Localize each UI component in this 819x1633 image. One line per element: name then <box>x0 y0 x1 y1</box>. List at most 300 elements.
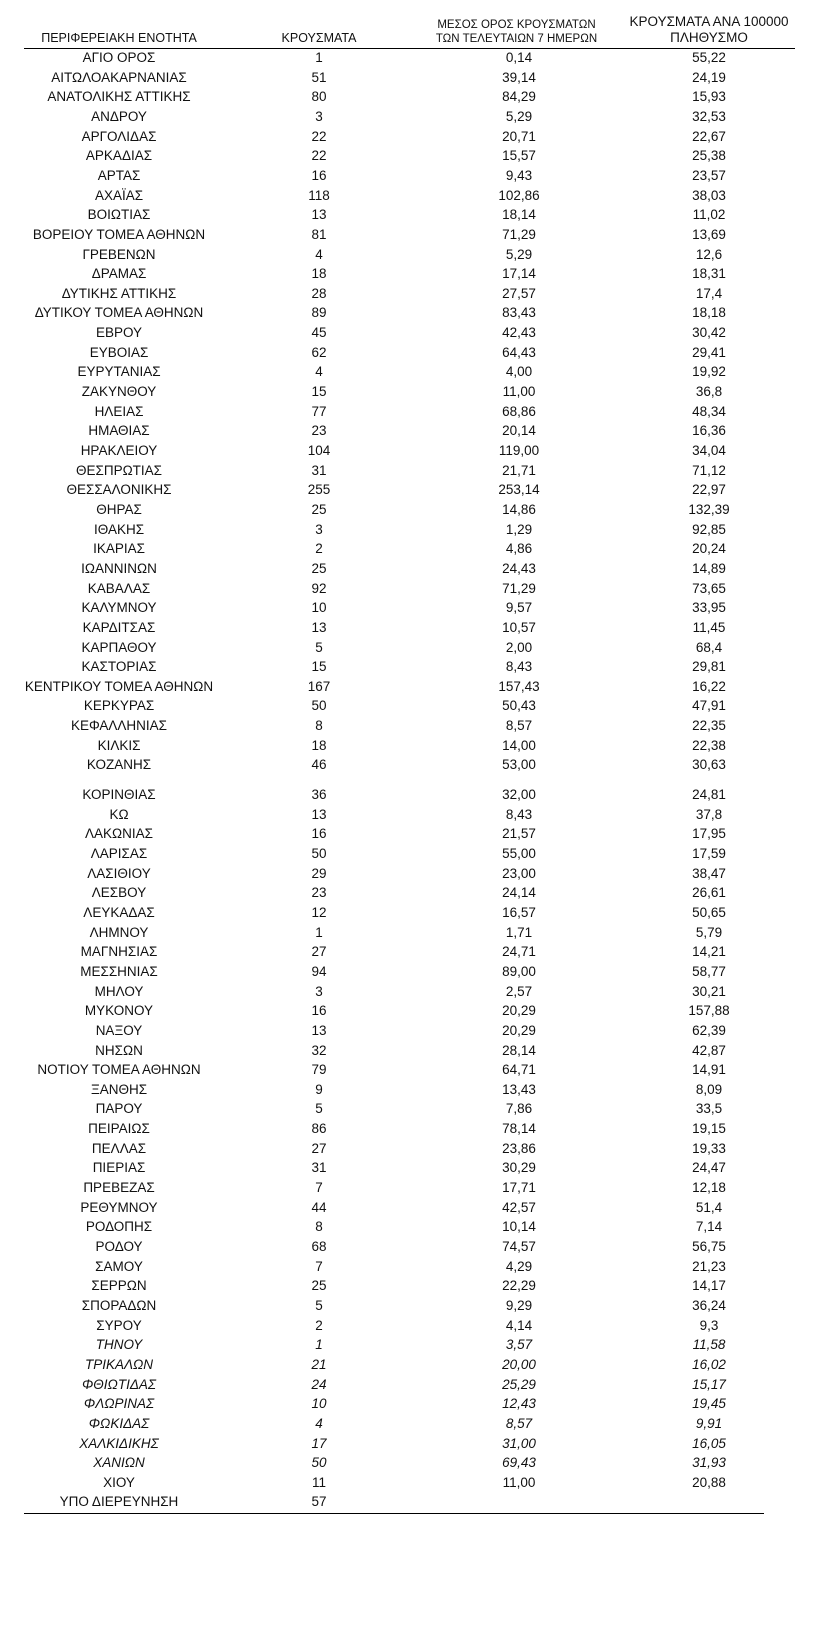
per100k-cell: 19,33 <box>692 1140 726 1156</box>
avg7-cell: 4,00 <box>505 364 533 380</box>
avg7-cell: 4,86 <box>505 541 533 557</box>
cases-cell: 13 <box>311 806 327 822</box>
avg7-cell: 253,14 <box>498 482 540 498</box>
regional-unit-cell: ΜΥΚΟΝΟΥ <box>84 1003 154 1019</box>
cases-cell: 36 <box>311 787 327 803</box>
cases-cell: 94 <box>311 963 327 979</box>
header-regional-unit: ΠΕΡΙΦΕΡΕΙΑΚΗ ΕΝΟΤΗΤΑ <box>41 31 197 45</box>
cases-cell: 51 <box>311 69 327 85</box>
table-row <box>24 824 795 844</box>
table-row <box>24 186 795 206</box>
table-row <box>24 923 795 943</box>
cases-cell: 23 <box>311 885 327 901</box>
cases-cell: 1 <box>315 1337 323 1353</box>
regional-unit-cell: ΡΟΔΟΠΗΣ <box>85 1219 153 1235</box>
regional-unit-cell: ΗΡΑΚΛΕΙΟΥ <box>80 443 158 458</box>
table-row <box>24 559 795 579</box>
cases-cell: 9 <box>315 1081 323 1097</box>
table-row <box>24 146 795 166</box>
table-row <box>24 942 795 962</box>
cases-cell: 16 <box>311 826 327 842</box>
per100k-cell: 16,05 <box>692 1435 726 1451</box>
cases-cell: 68 <box>311 1239 327 1254</box>
per100k-cell: 18,31 <box>692 266 726 282</box>
regional-unit-cell: ΣΑΜΟΥ <box>95 1258 143 1274</box>
table-row <box>24 107 795 127</box>
per100k-cell: 22,35 <box>692 718 726 734</box>
cases-cell: 27 <box>311 1140 327 1156</box>
regional-unit-cell: ΑΓΙΟ ΟΡΟΣ <box>82 50 156 65</box>
cases-cell: 5 <box>315 1101 323 1117</box>
per100k-cell: 29,81 <box>692 659 726 675</box>
cases-cell: 8 <box>315 1219 323 1235</box>
avg7-cell: 89,00 <box>502 963 536 979</box>
table-row <box>24 1434 795 1454</box>
regional-unit-cell: ΓΡΕΒΕΝΩΝ <box>82 246 156 262</box>
avg7-cell: 78,14 <box>502 1121 536 1137</box>
avg7-cell: 8,57 <box>505 1415 533 1431</box>
table-row <box>24 1198 795 1218</box>
cases-cell: 13 <box>311 207 327 223</box>
avg7-cell: 10,57 <box>502 619 536 635</box>
cases-cell: 3 <box>315 108 323 124</box>
cases-cell: 89 <box>311 305 327 321</box>
avg7-cell: 7,86 <box>505 1101 533 1117</box>
per100k-cell: 31,93 <box>692 1455 726 1471</box>
avg7-cell: 20,29 <box>502 1022 536 1038</box>
table-row <box>24 1217 795 1237</box>
regional-unit-cell: ΛΕΣΒΟΥ <box>91 885 147 901</box>
avg7-cell: 12,43 <box>502 1396 536 1412</box>
cases-cell: 81 <box>311 226 327 242</box>
regional-unit-cell: ΑΡΓΟΛΙΔΑΣ <box>81 128 157 144</box>
table-row <box>24 864 795 884</box>
avg7-cell: 17,71 <box>502 1180 536 1196</box>
per100k-cell: 12,6 <box>695 246 723 262</box>
per100k-cell: 42,87 <box>692 1042 726 1058</box>
per100k-cell: 14,91 <box>692 1062 726 1078</box>
cases-cell: 12 <box>311 904 327 920</box>
avg7-cell: 71,29 <box>502 580 536 596</box>
table-row <box>24 225 795 245</box>
cases-cell: 4 <box>315 246 323 262</box>
table-bottom-rule <box>24 1513 764 1514</box>
per100k-cell: 50,65 <box>692 904 726 920</box>
avg7-cell: 20,00 <box>502 1356 536 1372</box>
cases-cell: 1 <box>315 924 323 940</box>
regional-unit-cell: ΚΑΛΥΜΝΟΥ <box>81 600 157 616</box>
cases-cell: 8 <box>315 718 323 734</box>
regional-unit-cell: ΚΑΣΤΟΡΙΑΣ <box>81 659 157 675</box>
cases-cell: 2 <box>315 541 323 557</box>
regional-unit-cell: ΚΙΛΚΙΣ <box>97 737 141 753</box>
per100k-cell: 29,41 <box>692 344 726 360</box>
avg7-cell: 3,57 <box>505 1337 533 1353</box>
regional-unit-cell: ΙΘΑΚΗΣ <box>93 521 145 537</box>
avg7-cell: 8,57 <box>505 718 533 734</box>
table-row <box>24 805 795 825</box>
regional-unit-cell: ΜΗΛΟΥ <box>94 983 144 999</box>
table-row <box>24 696 795 716</box>
per100k-cell: 71,12 <box>692 462 726 478</box>
table-row <box>24 1080 795 1100</box>
per100k-cell: 68,4 <box>695 639 723 655</box>
table-row <box>24 1237 795 1257</box>
regional-unit-cell: ΙΚΑΡΙΑΣ <box>93 541 145 557</box>
table-row <box>24 68 795 88</box>
cases-cell: 18 <box>311 737 327 753</box>
per100k-cell: 37,8 <box>695 806 723 822</box>
per100k-cell: 26,61 <box>692 885 726 901</box>
table-row <box>24 844 795 864</box>
avg7-cell: 39,14 <box>502 69 536 85</box>
per100k-cell: 30,21 <box>692 983 726 999</box>
table-row <box>24 1041 795 1061</box>
table-row <box>24 264 795 284</box>
table-row <box>24 1473 795 1493</box>
regional-unit-cell: ΚΕΝΤΡΙΚΟΥ ΤΟΜΕΑ ΑΘΗΝΩΝ <box>24 678 214 694</box>
regional-unit-cell: ΚΑΡΠΑΘΟΥ <box>81 639 157 655</box>
avg7-cell: 4,29 <box>505 1258 533 1274</box>
table-row <box>24 461 795 481</box>
regional-unit-cell: ΛΑΡΙΣΑΣ <box>90 846 148 861</box>
per100k-cell: 16,22 <box>692 678 726 694</box>
avg7-cell: 69,43 <box>502 1455 536 1471</box>
table-header <box>24 8 795 49</box>
cases-cell: 15 <box>311 659 327 675</box>
regional-unit-cell: ΙΩΑΝΝΙΝΩΝ <box>81 560 157 576</box>
table-row <box>24 520 795 540</box>
cases-cell: 13 <box>311 619 327 635</box>
regional-unit-cell: ΚΕΦΑΛΛΗΝΙΑΣ <box>70 718 168 734</box>
cases-cell: 62 <box>311 344 327 360</box>
avg7-cell: 64,71 <box>502 1062 536 1078</box>
regional-unit-cell: ΗΜΑΘΙΑΣ <box>88 423 150 439</box>
avg7-cell: 31,00 <box>502 1435 536 1451</box>
cases-cell: 21 <box>311 1356 327 1372</box>
avg7-cell: 4,14 <box>505 1317 533 1333</box>
cases-cell: 27 <box>311 944 327 960</box>
cases-cell: 44 <box>311 1199 327 1215</box>
cases-cell: 118 <box>308 187 330 203</box>
per100k-cell: 11,58 <box>692 1337 726 1353</box>
cases-cell: 57 <box>311 1494 327 1510</box>
cases-cell: 10 <box>311 600 327 616</box>
regional-unit-cell: ΡΕΘΥΜΝΟΥ <box>80 1199 158 1215</box>
regional-unit-cell: ΕΒΡΟΥ <box>95 325 143 341</box>
regional-unit-cell: ΦΩΚΙΔΑΣ <box>88 1415 150 1431</box>
regional-unit-cell: ΦΘΙΩΤΙΔΑΣ <box>82 1376 156 1392</box>
table-row <box>24 1119 795 1139</box>
regional-unit-cell: ΤΗΝΟΥ <box>95 1337 143 1353</box>
per100k-cell: 9,3 <box>699 1317 719 1333</box>
table-row <box>24 1355 795 1375</box>
regional-unit-cell: ΠΡΕΒΕΖΑΣ <box>83 1180 155 1196</box>
avg7-cell: 2,57 <box>505 983 533 999</box>
avg7-cell: 21,71 <box>502 462 536 478</box>
table-row <box>24 205 795 225</box>
table-row <box>24 500 795 520</box>
table-row <box>24 677 795 697</box>
per100k-cell: 16,02 <box>692 1356 726 1372</box>
cases-cell: 46 <box>311 757 327 773</box>
regional-unit-cell: ΑΡΚΑΔΙΑΣ <box>85 148 153 164</box>
per100k-cell: 21,23 <box>692 1258 726 1274</box>
avg7-cell: 13,43 <box>502 1081 536 1097</box>
header-cases: ΚΡΟΥΣΜΑΤΑ <box>281 31 357 45</box>
per100k-cell: 55,22 <box>692 50 726 65</box>
cases-cell: 5 <box>315 639 323 655</box>
regional-unit-cell: ΑΧΑΪΑΣ <box>94 187 144 203</box>
regional-unit-cell: ΦΛΩΡΙΝΑΣ <box>83 1396 155 1412</box>
regional-unit-cell: ΘΕΣΠΡΩΤΙΑΣ <box>75 462 163 478</box>
avg7-cell: 119,00 <box>498 443 540 458</box>
table-row <box>24 1158 795 1178</box>
per100k-cell: 25,38 <box>692 148 726 164</box>
avg7-cell: 71,29 <box>502 226 536 242</box>
cases-cell: 50 <box>311 698 327 714</box>
per100k-cell: 14,21 <box>692 944 726 960</box>
cases-cell: 255 <box>307 482 331 498</box>
per100k-cell: 24,19 <box>692 69 726 85</box>
per100k-cell: 32,53 <box>692 108 726 124</box>
table-row <box>24 716 795 736</box>
avg7-cell: 5,29 <box>505 108 533 124</box>
table-row <box>24 303 795 323</box>
table-row <box>24 245 795 265</box>
cases-cell: 25 <box>311 501 327 517</box>
regional-unit-cell: ΤΡΙΚΑΛΩΝ <box>84 1356 154 1372</box>
cases-cell: 24 <box>311 1376 327 1392</box>
cases-cell: 31 <box>311 1160 327 1176</box>
table-row <box>24 1139 795 1159</box>
avg7-cell: 157,43 <box>498 678 540 694</box>
cases-table <box>24 8 795 1510</box>
regional-unit-cell: ΠΙΕΡΙΑΣ <box>92 1160 146 1176</box>
per100k-cell: 36,8 <box>695 384 723 400</box>
table-row <box>24 441 795 461</box>
per100k-cell: 11,45 <box>692 619 726 635</box>
table-row <box>24 343 795 363</box>
per100k-cell: 19,45 <box>692 1396 726 1412</box>
avg7-cell: 9,43 <box>505 167 533 183</box>
regional-unit-cell: ΚΟΖΑΝΗΣ <box>86 757 152 773</box>
regional-unit-cell: ΣΠΟΡΑΔΩΝ <box>81 1297 157 1313</box>
regional-unit-cell: ΠΕΛΛΑΣ <box>91 1140 147 1156</box>
per100k-cell: 24,47 <box>692 1160 726 1176</box>
regional-unit-cell: ΜΑΓΝΗΣΙΑΣ <box>80 944 158 960</box>
cases-cell: 23 <box>311 423 327 439</box>
regional-unit-cell: ΘΗΡΑΣ <box>96 501 142 517</box>
avg7-cell: 68,86 <box>502 403 536 419</box>
regional-unit-cell: ΜΕΣΣΗΝΙΑΣ <box>80 963 158 979</box>
regional-unit-cell: ΑΝΔΡΟΥ <box>91 108 147 124</box>
cases-cell: 80 <box>311 89 327 105</box>
table-row <box>24 127 795 147</box>
avg7-cell: 0,14 <box>505 50 533 65</box>
cases-cell: 45 <box>311 325 327 341</box>
per100k-cell: 132,39 <box>688 501 730 517</box>
table-row <box>24 166 795 186</box>
avg7-cell: 23,86 <box>502 1140 536 1156</box>
header-7day-average: ΜΕΣΟΣ ΟΡΟΣ ΚΡΟΥΣΜΑΤΩΝ ΤΩΝ ΤΕΛΕΥΤΑΙΩΝ 7 ΗΜΕΡΩΝ <box>435 19 598 45</box>
per100k-cell: 9,91 <box>695 1415 723 1431</box>
table-row <box>24 579 795 599</box>
per100k-cell: 58,77 <box>692 963 726 979</box>
per100k-cell: 23,57 <box>692 167 726 183</box>
per100k-cell: 13,69 <box>692 226 726 242</box>
regional-unit-cell: ΑΝΑΤΟΛΙΚΗΣ ΑΤΤΙΚΗΣ <box>47 89 191 105</box>
per100k-cell: 16,36 <box>692 423 726 439</box>
avg7-cell: 1,29 <box>505 521 533 537</box>
cases-cell: 50 <box>311 846 327 861</box>
cases-cell: 31 <box>311 462 327 478</box>
per100k-cell: 24,81 <box>692 787 726 803</box>
regional-unit-cell: ΑΙΤΩΛΟΑΚΑΡΝΑΝΙΑΣ <box>51 69 187 85</box>
cases-cell: 50 <box>311 1455 327 1471</box>
avg7-cell: 22,29 <box>502 1278 536 1294</box>
table-row <box>24 87 795 107</box>
per100k-cell: 20,88 <box>692 1474 726 1490</box>
per100k-cell: 62,39 <box>692 1022 726 1038</box>
table-row <box>24 1453 795 1473</box>
cases-cell: 4 <box>315 1415 323 1431</box>
cases-cell: 11 <box>311 1474 326 1490</box>
cases-cell: 104 <box>307 443 331 458</box>
per100k-cell: 36,24 <box>692 1297 726 1313</box>
table-row <box>24 480 795 500</box>
table-row <box>24 962 795 982</box>
regional-unit-cell: ΧΙΟΥ <box>103 1474 135 1490</box>
table-row <box>24 421 795 441</box>
per100k-cell: 22,38 <box>692 737 726 753</box>
regional-unit-cell: ΒΟΙΩΤΙΑΣ <box>87 207 151 223</box>
avg7-cell: 25,29 <box>502 1376 536 1392</box>
regional-unit-cell: ΔΡΑΜΑΣ <box>91 266 147 282</box>
regional-unit-cell: ΛΕΥΚΑΔΑΣ <box>83 904 155 920</box>
regional-unit-cell: ΗΛΕΙΑΣ <box>94 403 144 419</box>
cases-cell: 3 <box>315 983 323 999</box>
cases-cell: 17 <box>311 1435 327 1451</box>
cases-cell: 5 <box>315 1297 323 1313</box>
cases-cell: 7 <box>315 1258 323 1274</box>
per100k-cell: 30,42 <box>692 325 726 341</box>
table-row <box>24 638 795 658</box>
table-row <box>24 48 795 68</box>
table-row <box>24 1001 795 1021</box>
regional-unit-cell: ΖΑΚΥΝΘΟΥ <box>81 384 157 400</box>
per100k-cell: 48,34 <box>692 403 726 419</box>
regional-unit-cell: ΘΕΣΣΑΛΟΝΙΚΗΣ <box>66 482 172 498</box>
avg7-cell: 102,86 <box>498 187 540 203</box>
per100k-cell: 22,97 <box>692 482 726 498</box>
per100k-cell: 38,47 <box>692 865 726 881</box>
cases-cell: 7 <box>315 1180 323 1196</box>
table-row <box>24 1335 795 1355</box>
table-row <box>24 618 795 638</box>
table-row <box>24 1257 795 1277</box>
cases-cell: 92 <box>311 580 327 596</box>
cases-cell: 29 <box>311 865 327 881</box>
avg7-cell: 14,00 <box>502 737 536 753</box>
avg7-cell: 20,14 <box>502 423 536 439</box>
avg7-cell: 42,43 <box>502 325 536 341</box>
avg7-cell: 20,29 <box>502 1003 536 1019</box>
table-row <box>24 883 795 903</box>
per100k-cell: 15,17 <box>692 1376 726 1392</box>
table-row <box>24 382 795 402</box>
avg7-cell: 55,00 <box>502 846 536 861</box>
avg7-cell: 53,00 <box>502 757 536 773</box>
table-row <box>24 1375 795 1395</box>
avg7-cell: 84,29 <box>502 89 536 105</box>
regional-unit-cell: ΥΠΟ ΔΙΕΡΕΥΝΗΣΗ <box>59 1494 179 1510</box>
cases-cell: 16 <box>311 1003 327 1019</box>
regional-unit-cell: ΕΥΡΥΤΑΝΙΑΣ <box>77 364 161 380</box>
avg7-cell: 20,71 <box>502 128 536 144</box>
regional-unit-cell: ΝΑΞΟΥ <box>95 1022 143 1038</box>
per100k-cell: 73,65 <box>692 580 726 596</box>
cases-cell: 22 <box>311 128 327 144</box>
table-row <box>24 657 795 677</box>
avg7-cell: 9,29 <box>505 1297 533 1313</box>
per100k-cell: 19,92 <box>692 364 726 380</box>
per100k-cell: 33,95 <box>692 600 726 616</box>
avg7-cell: 1,71 <box>505 924 533 940</box>
avg7-cell: 9,57 <box>505 600 533 616</box>
regional-unit-cell: ΛΗΜΝΟΥ <box>89 924 149 940</box>
avg7-cell: 5,29 <box>505 246 533 262</box>
regional-unit-cell: ΚΑΒΑΛΑΣ <box>87 580 151 596</box>
per100k-cell: 12,18 <box>692 1180 726 1196</box>
cases-cell: 4 <box>315 364 323 380</box>
cases-cell: 22 <box>311 148 327 164</box>
cases-cell: 77 <box>311 403 327 419</box>
cases-cell: 32 <box>311 1042 327 1058</box>
per100k-cell: 22,67 <box>692 128 726 144</box>
per100k-cell: 38,03 <box>692 187 726 203</box>
avg7-cell: 74,57 <box>502 1239 536 1254</box>
regional-unit-cell: ΕΥΒΟΙΑΣ <box>89 344 149 360</box>
cases-cell: 16 <box>311 167 327 183</box>
regional-unit-cell: ΚΩ <box>109 806 129 822</box>
regional-unit-cell: ΧΑΝΙΩΝ <box>93 1455 145 1471</box>
table-row <box>24 1394 795 1414</box>
per100k-cell: 8,09 <box>695 1081 723 1097</box>
avg7-cell: 14,86 <box>502 501 536 517</box>
regional-unit-cell: ΝΟΤΙΟΥ ΤΟΜΕΑ ΑΘΗΝΩΝ <box>37 1062 201 1078</box>
table-row <box>24 736 795 756</box>
regional-unit-cell: ΛΑΣΙΘΙΟΥ <box>87 865 151 881</box>
cases-cell: 25 <box>311 1278 327 1294</box>
regional-unit-cell: ΑΡΤΑΣ <box>97 167 141 183</box>
avg7-cell: 11,00 <box>502 384 536 400</box>
table-row <box>24 323 795 343</box>
regional-unit-cell: ΠΑΡΟΥ <box>95 1101 143 1117</box>
per100k-cell: 19,15 <box>692 1121 726 1137</box>
table-row <box>24 284 795 304</box>
cases-cell: 2 <box>315 1317 323 1333</box>
per100k-cell: 17,59 <box>692 846 726 861</box>
per100k-cell: 157,88 <box>688 1003 730 1019</box>
cases-cell: 13 <box>311 1022 327 1038</box>
avg7-cell: 8,43 <box>505 659 533 675</box>
avg7-cell: 32,00 <box>502 787 536 803</box>
avg7-cell: 64,43 <box>502 344 536 360</box>
avg7-cell: 18,14 <box>502 207 536 223</box>
per100k-cell: 11,02 <box>692 207 726 223</box>
avg7-cell: 2,00 <box>505 639 533 655</box>
